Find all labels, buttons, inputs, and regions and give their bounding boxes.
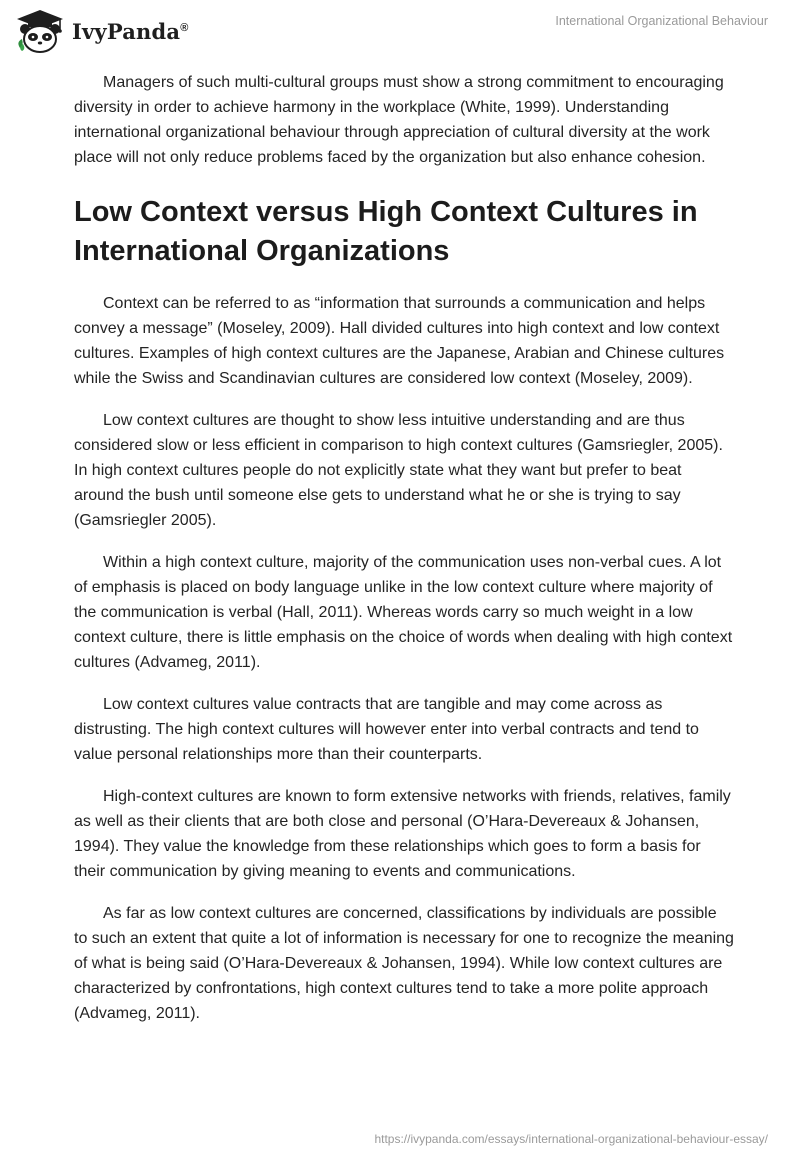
registered-mark: ® <box>180 21 189 34</box>
body-paragraph: Within a high context culture, majority of the communication uses non-verbal cues. A lot of emphasis is placed on body language unlike in the low context culture where majority of the communication is verbal (Hall, 2011). Whereas words carry so much weight in a low context culture, there is little emphasis on the choice of words when dealing with high context cultures (Advameg, 2011). <box>74 554 733 671</box>
ivypanda-logo[interactable] <box>14 8 189 54</box>
body-paragraph: As far as low context cultures are concerned, classifications by individuals are possible to such an extent that quite a lot of information is necessary for one to recognize the meaning of what is being said (O’Hara-Devereaux & Johansen, 1994). While low context cultures are characterized by confrontations, high context cultures tend to take a more polite approach (Advameg, 2011). <box>74 905 734 1022</box>
panda-graduate-icon <box>14 8 66 54</box>
source-url-link[interactable]: https://ivypanda.com/essays/international-organizational-behaviour-essay/ <box>374 1132 768 1146</box>
intro-paragraph: Managers of such multi-cultural groups must show a strong commitment to encouraging diversity in order to achieve harmony in the workplace (White, 1999). Understanding international organizational behaviour through appreciation of cultural diversity at the work place will not only reduce problems faced by the organization but also enhance cohesion. <box>74 74 724 166</box>
brand-name: IvyPanda® <box>72 18 189 44</box>
body-paragraph: Low context cultures are thought to show less intuitive understanding and are thus considered slow or less efficient in comparison to high context cultures (Gamsriegler, 2005). In high context cultures people do not explicitly state what they want but prefer to beat around the bush until someone else gets to understand what he or she is trying to say (Gamsriegler 2005). <box>74 412 723 529</box>
page-header <box>0 0 800 64</box>
essay-content <box>74 70 734 1043</box>
body-paragraph: High-context cultures are known to form extensive networks with friends, relatives, family as well as their clients that are both close and personal (O’Hara-Devereaux & Johansen, 1994). They value the knowledge from these relationships which goes to form a basis for their communication by giving meaning to events and communications. <box>74 788 731 880</box>
document-title: International Organizational Behaviour <box>555 14 768 28</box>
section-heading: Low Context versus High Context Cultures in International Organizations <box>74 196 698 267</box>
body-paragraph: Low context cultures value contracts that are tangible and may come across as distrusting. The high context cultures will however enter into verbal contracts and tend to value personal relationships more than their counterparts. <box>74 696 699 763</box>
body-paragraph: Context can be referred to as “information that surrounds a communication and helps convey a message” (Moseley, 2009). Hall divided cultures into high context and low context cultures. Examples of high context cultures are the Japanese, Arabian and Chinese cultures while the Swiss and Scandinavian cultures are considered low context (Moseley, 2009). <box>74 295 725 387</box>
